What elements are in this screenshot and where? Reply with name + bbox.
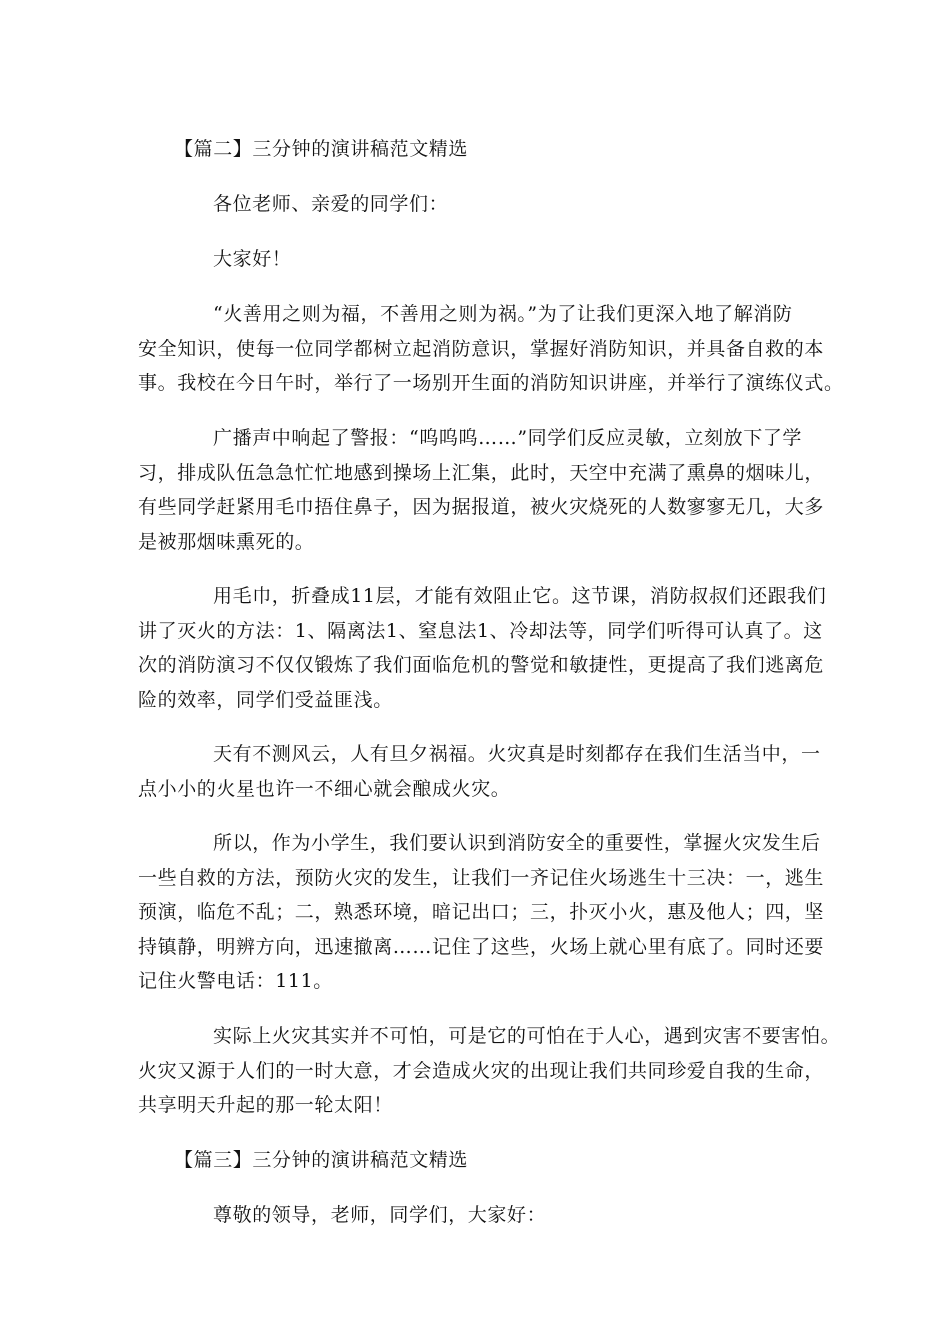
paragraph-line: 习，排成队伍急急忙忙地感到操场上汇集，此时，天空中充满了熏鼻的烟味儿， (138, 462, 825, 484)
paragraph-line: 共享明天升起的那一轮太阳！ (138, 1094, 393, 1116)
paragraph-line: 点小小的火星也许一不细心就会酿成火灾。 (138, 778, 511, 800)
paragraph-line: 次的消防演习不仅仅锻炼了我们面临危机的警觉和敏捷性，更提高了我们逃离危 (138, 654, 825, 676)
paragraph-line: 事。我校在今日午时，举行了一场别开生面的消防知识讲座，并举行了演练仪式。 (138, 372, 844, 394)
paragraph-line: 天有不测风云，人有旦夕祸福。火灾真是时刻都存在我们生活当中，一 (213, 743, 821, 765)
paragraph-line: 一些自救的方法，预防火灾的发生，让我们一齐记住火场逃生十三决：一，逃生 (138, 867, 825, 889)
section-heading: 【篇二】三分钟的演讲稿范文精选 (174, 138, 469, 160)
salutation: 尊敬的领导，老师，同学们，大家好： (213, 1204, 547, 1226)
paragraph-line: 火灾又源于人们的一时大意，才会造成火灾的出现让我们共同珍爱自我的生命， (138, 1060, 825, 1082)
paragraph-line: 持镇静，明辨方向，迅速撤离……记住了这些，火场上就心里有底了。同时还要 (138, 936, 825, 958)
greeting: 大家好！ (213, 248, 292, 270)
paragraph-line: “火善用之则为福，不善用之则为祸。”为了让我们更深入地了解消防 (213, 303, 793, 325)
salutation: 各位老师、亲爱的同学们： (213, 193, 449, 215)
section-heading: 【篇三】三分钟的演讲稿范文精选 (174, 1149, 469, 1171)
paragraph-line: 有些同学赶紧用毛巾捂住鼻子，因为据报道，被火灾烧死的人数寥寥无几，大多 (138, 496, 825, 518)
paragraph-line: 讲了灭火的方法：1、隔离法1、窒息法1、冷却法等，同学们听得可认真了。这 (138, 620, 823, 642)
paragraph-line: 险的效率，同学们受益匪浅。 (138, 689, 393, 711)
paragraph-line: 用毛巾，折叠成11层，才能有效阻止它。这节课，消防叔叔们还跟我们 (213, 585, 827, 607)
paragraph-line: 所以，作为小学生，我们要认识到消防安全的重要性，掌握火灾发生后 (213, 832, 821, 854)
paragraph-line: 实际上火灾其实并不可怕，可是它的可怕在于人心，遇到灾害不要害怕。 (213, 1025, 841, 1047)
paragraph-line: 记住火警电话：111。 (138, 970, 333, 992)
paragraph-line: 安全知识，使每一位同学都树立起消防意识，掌握好消防知识，并具备自救的本 (138, 338, 825, 360)
paragraph-line: 是被那烟味熏死的。 (138, 531, 315, 553)
paragraph-line: 广播声中响起了警报：“呜呜呜……”同学们反应灵敏，立刻放下了学 (213, 427, 803, 449)
paragraph-line: 预演，临危不乱；二，熟悉环境，暗记出口；三，扑灭小火，惠及他人；四，坚 (138, 901, 825, 923)
